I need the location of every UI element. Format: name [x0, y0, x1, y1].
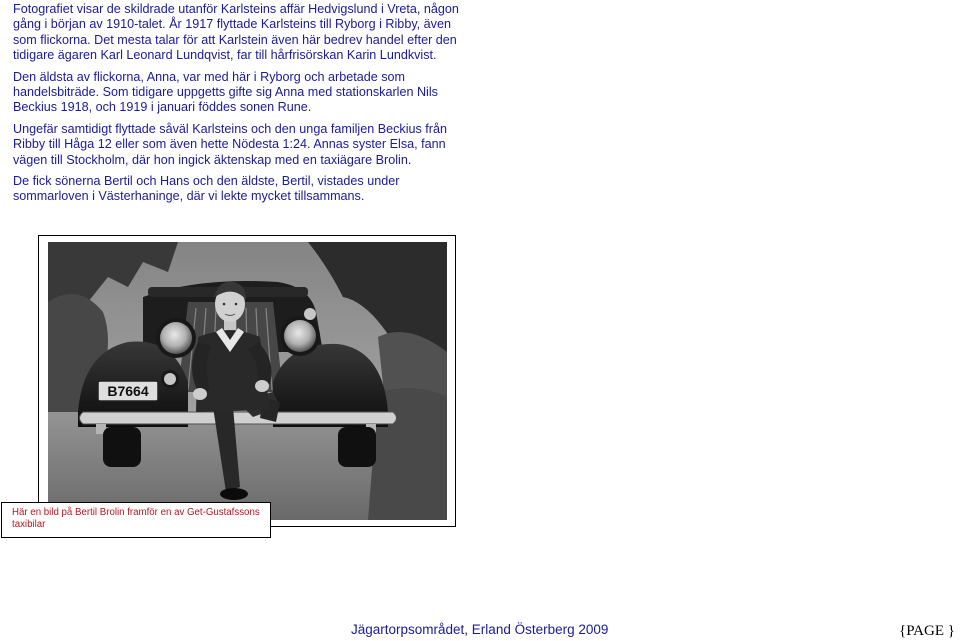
photo-caption-text: Här en bild på Bertil Brolin framför en av Get-Gustafssons taxibilar — [12, 507, 260, 530]
page-number-field: {PAGE } — [899, 623, 955, 639]
vintage-car-photo — [48, 242, 447, 520]
paragraph-1: Fotografiet visar de skildrade utanför Karlsteins affär Hedvigslund i Vreta, någon gång i början av 1910-talet. År 1917 flyttade Karlsteins till Ryborg i Ribby, även som flickorna. Det mesta talar för att Karlstein även här bedrev handel efter den tidigare ägaren Karl Leonard Lundqvist, far till hårfrisörskan Karin Lundkvist. — [13, 2, 459, 63]
photo-frame — [38, 235, 456, 527]
footer-credit: Jägartorpsområdet, Erland Österberg 2009 — [351, 622, 609, 637]
paragraph-4: De fick sönerna Bertil och Hans och den äldste, Bertil, vistades under sommarloven i Västerhaninge, där vi lekte mycket tillsammans. — [13, 174, 400, 204]
article-text — [13, 2, 473, 211]
paragraph-2: Den äldsta av flickorna, Anna, var med här i Ryborg och arbetade som handelsbiträde. Som tidigare uppgetts gifte sig Anna med stationskarlen Nils Beckius 1918, och 1919 i januari föddes sonen Rune. — [13, 69, 438, 115]
photo-caption-box — [1, 502, 271, 538]
license-plate-text: B7664 — [107, 383, 149, 399]
paragraph-3: Ungefär samtidigt flyttade såväl Karlsteins och den unga familjen Beckius från Ribby till Håga 12 eller som även hette Nödesta 1:24. Annas syster Elsa, fann vägen till Stockholm, där hon ingick äktenskap med en taxiägare Brolin. — [13, 121, 448, 167]
